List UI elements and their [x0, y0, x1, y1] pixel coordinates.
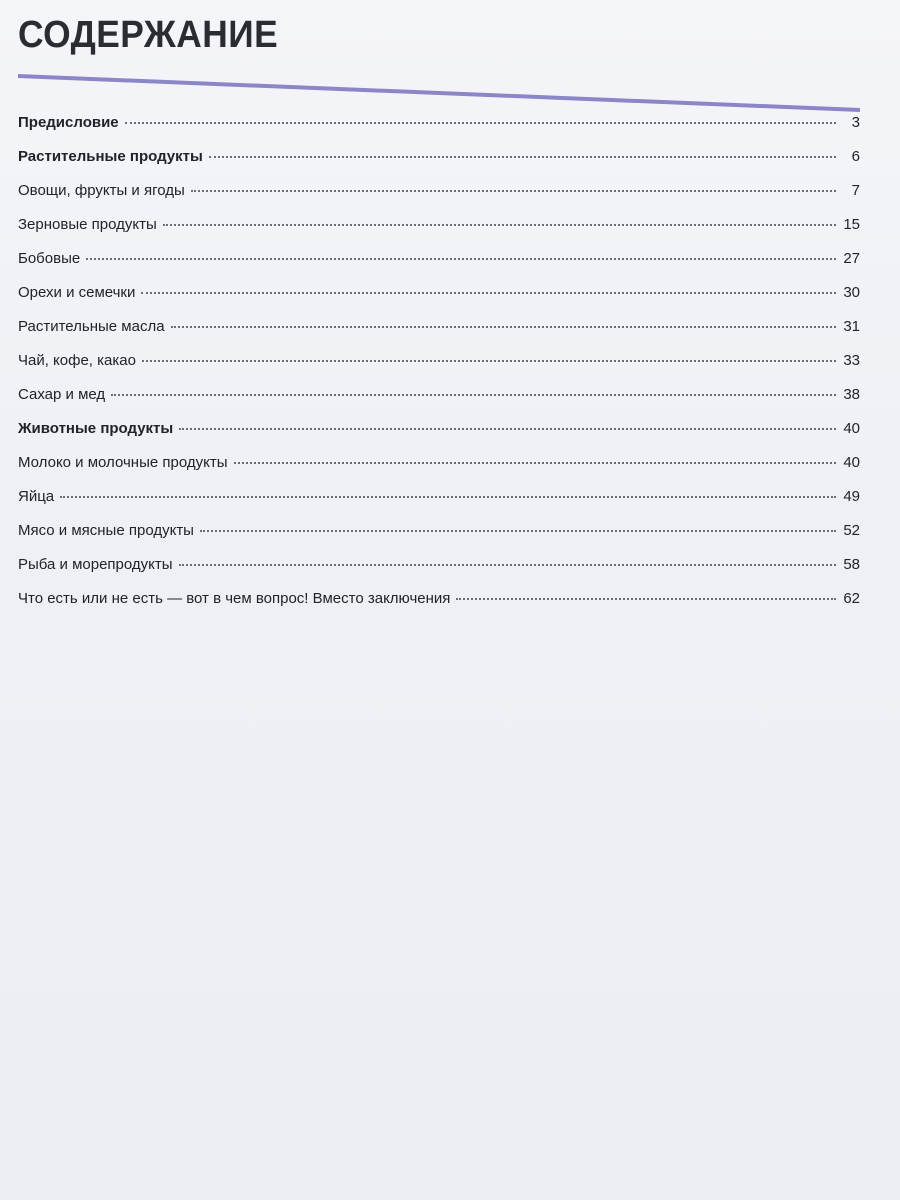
toc-dot-leader — [456, 598, 836, 600]
toc-dot-leader — [60, 496, 836, 498]
toc-entry-title: Сахар и мед — [18, 386, 106, 403]
toc-dot-leader — [179, 428, 836, 430]
toc-dot-leader — [209, 156, 836, 158]
toc-entry — [18, 148, 860, 182]
toc-entry-page: 33 — [843, 352, 860, 369]
toc-entry-page: 58 — [843, 556, 860, 573]
toc-entry-title: Овощи, фрукты и ягоды — [18, 182, 185, 199]
toc-dot-leader — [86, 258, 836, 260]
toc-entry-title: Мясо и мясные продукты — [18, 522, 194, 539]
toc-dot-leader — [163, 224, 836, 226]
toc-entry — [18, 556, 860, 590]
toc-entry-title: Растительные масла — [18, 318, 165, 335]
toc-entry-title: Бобовые — [18, 250, 81, 267]
toc-entry — [18, 420, 860, 454]
toc-entry — [18, 216, 860, 250]
toc-entry — [18, 284, 860, 318]
toc-dot-leader — [141, 292, 836, 294]
toc-entry-title: Зерновые продукты — [18, 216, 157, 233]
toc-entry-page: 49 — [843, 488, 860, 505]
toc-entry-title: Яйца — [18, 488, 55, 505]
toc-entry — [18, 522, 860, 556]
toc-entry — [18, 318, 860, 352]
toc-entry-page: 38 — [843, 386, 860, 403]
toc-entry-title: Что есть или не есть — вот в чем вопрос! Вместо заключения — [18, 590, 451, 607]
toc-entry-page: 27 — [843, 250, 860, 267]
toc-entry-page: 40 — [843, 420, 860, 437]
toc-entry-page: 15 — [843, 216, 860, 233]
toc-dot-leader — [191, 190, 836, 192]
toc-entry — [18, 454, 860, 488]
toc-entry — [18, 386, 860, 420]
toc-entry — [18, 488, 860, 522]
toc-entry-page: 30 — [843, 284, 860, 301]
toc-entry-page: 62 — [843, 590, 860, 607]
toc-entry — [18, 590, 860, 624]
toc-entry-title: Животные продукты — [18, 420, 174, 437]
toc-entry — [18, 182, 860, 216]
toc-entry — [18, 352, 860, 386]
toc-entry-title: Молоко и молочные продукты — [18, 454, 228, 471]
toc-entry-title: Чай, кофе, какао — [18, 352, 136, 369]
toc-entry — [18, 114, 860, 148]
toc-entry-page: 6 — [851, 148, 860, 165]
toc-dot-leader — [171, 326, 836, 328]
table-of-contents — [18, 114, 860, 624]
toc-entry-title: Рыба и морепродукты — [18, 556, 173, 573]
title-underline — [18, 74, 860, 114]
page-title: СОДЕРЖАНИЕ — [18, 14, 279, 56]
toc-entry-page: 52 — [843, 522, 860, 539]
toc-entry-page: 31 — [843, 318, 860, 335]
toc-entry — [18, 250, 860, 284]
toc-entry-title: Предисловие — [18, 114, 119, 131]
toc-entry-title: Орехи и семечки — [18, 284, 136, 301]
toc-dot-leader — [125, 122, 836, 124]
toc-entry-title: Растительные продукты — [18, 148, 203, 165]
toc-entry-page: 40 — [843, 454, 860, 471]
toc-dot-leader — [200, 530, 836, 532]
toc-dot-leader — [111, 394, 836, 396]
toc-entry-page: 7 — [851, 182, 860, 199]
toc-entry-page: 3 — [851, 114, 860, 131]
toc-dot-leader — [234, 462, 837, 464]
toc-dot-leader — [142, 360, 836, 362]
toc-dot-leader — [179, 564, 836, 566]
